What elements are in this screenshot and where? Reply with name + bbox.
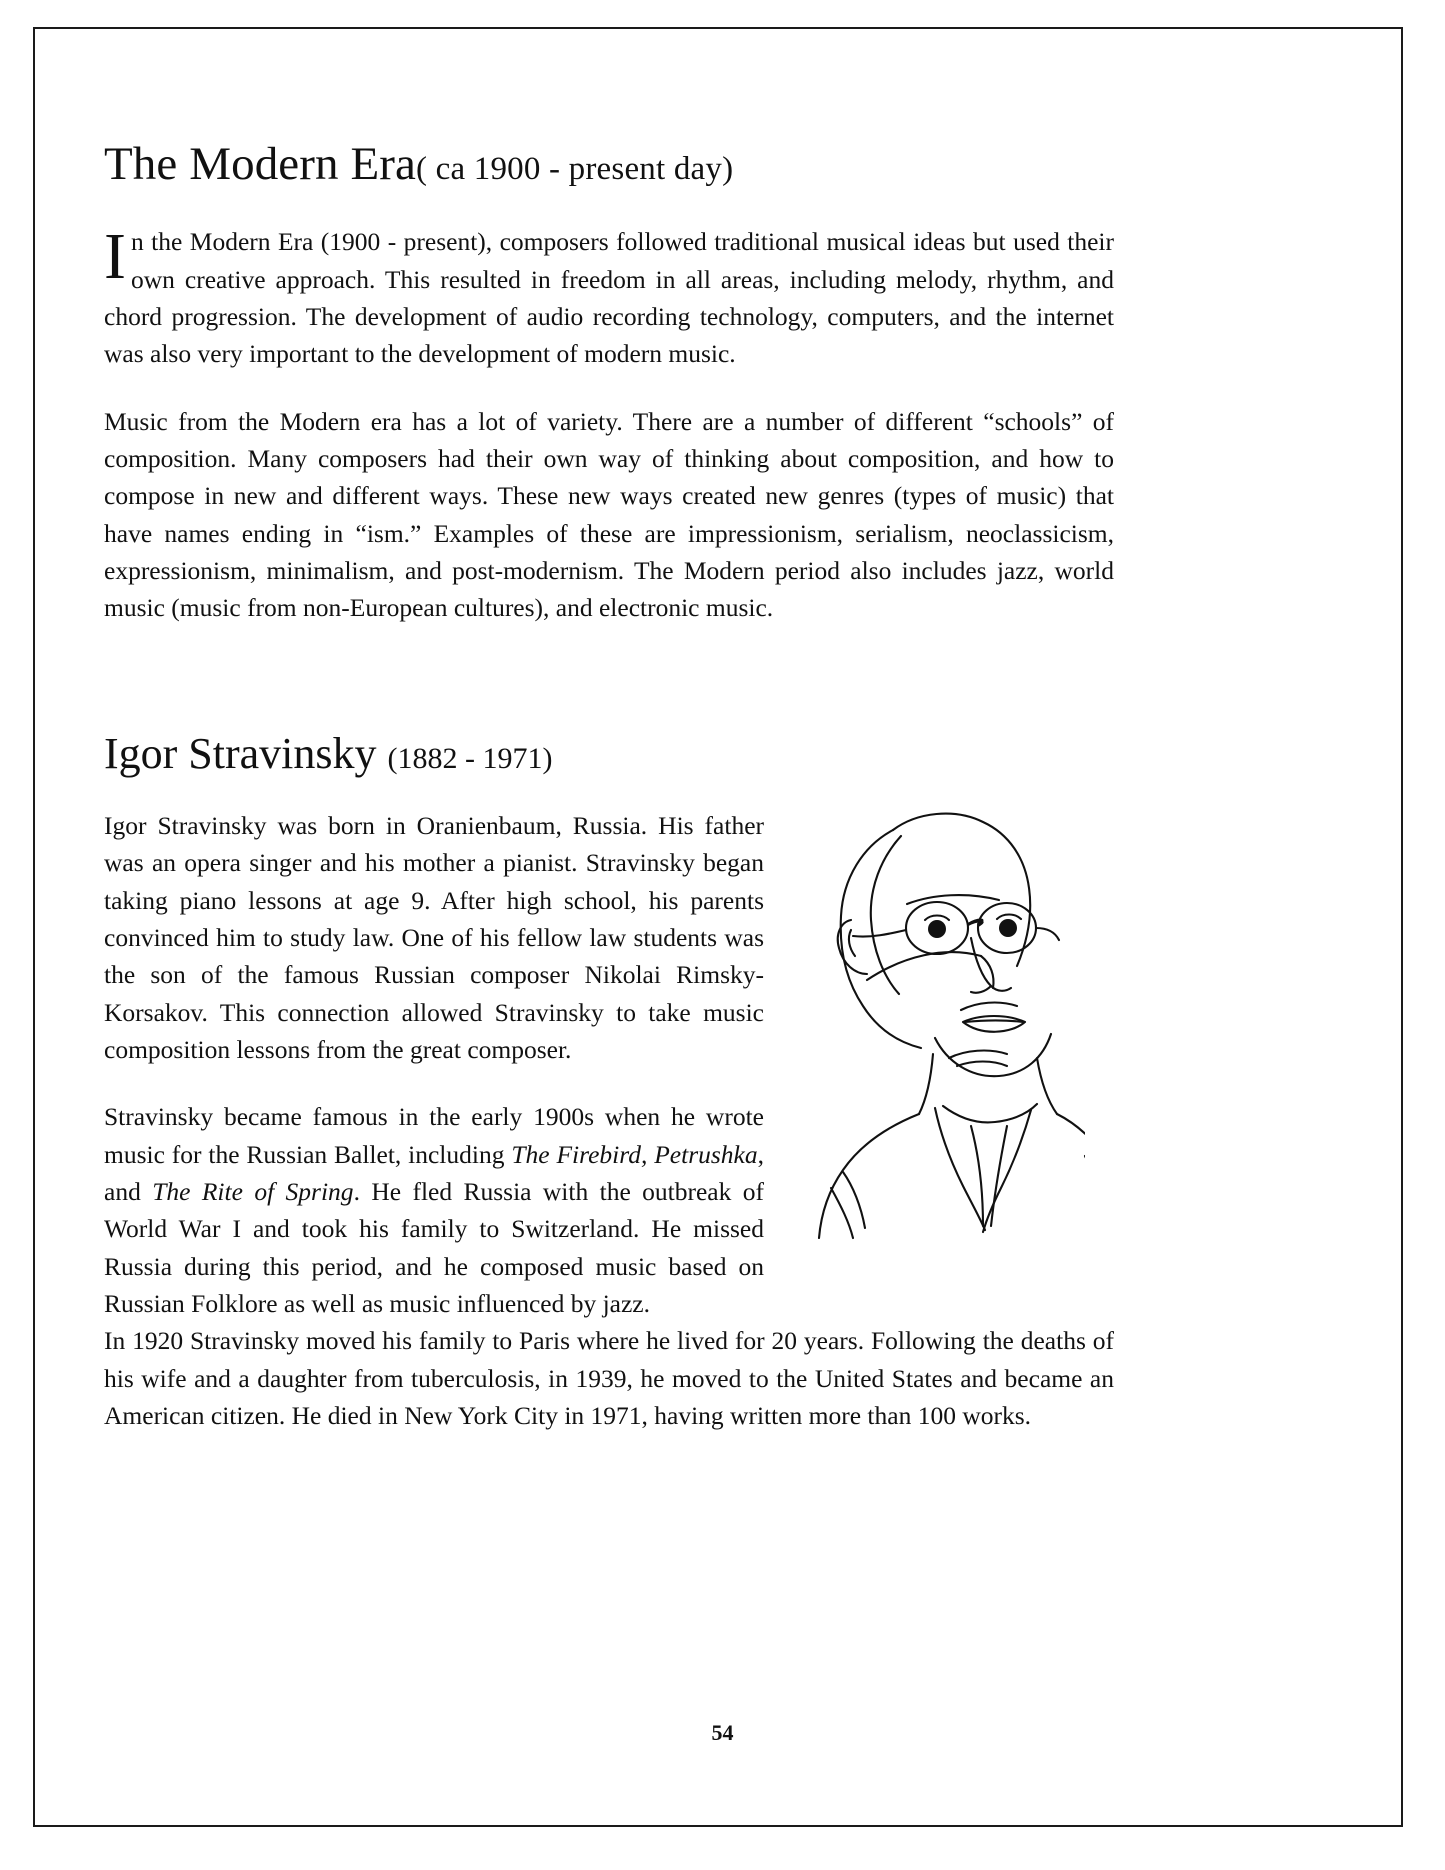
chapter-paragraph-1-text: n the Modern Era (1900 - present), composers followed traditional musical ideas but used their own creative approach. This resulted in freedom in all areas, including melody, rhythm, and chord progression. The development of audio recording technology, computers, and the internet was also very important to the development of modern music. [104, 227, 1114, 369]
chapter-title-main: The Modern Era [104, 138, 416, 190]
composer-paragraph-3: In 1920 Stravinsky moved his family to Paris where he lived for 20 years. Following the deaths of his wife and a daughter from tuberculosis, in 1939, he moved to the United States and became an American citizen. He died in New York City in 1971, having written more than 100 works. [104, 1326, 1114, 1431]
biography-column [104, 807, 764, 1322]
composer-paragraph-2-part1: Stravinsky became famous in the early 1900s when he wrote music for the Russian Ballet, including [104, 1102, 764, 1169]
composer-paragraph-2-part3: . He fled Russia with the outbreak of World War I and took his family to Switzerland. He missed Russia during this period, and he composed music based on Russian Folklore as well as music influenced by jazz. [104, 1177, 764, 1319]
composer-paragraph-2-part2: , and [104, 1139, 764, 1207]
chapter-paragraph-1 [104, 220, 1114, 372]
composer-name: Igor Stravinsky [104, 728, 377, 778]
section-spacer [104, 657, 1114, 731]
composer-paragraph-2 [104, 1098, 764, 1322]
chapter-title [104, 140, 1114, 189]
drop-cap: I [104, 220, 126, 294]
composer-dates: (1882 - 1971) [387, 741, 553, 775]
chapter-paragraph-2: Music from the Modern era has a lot of variety. There are a number of different “schools” of composition. Many composers had their own way of thinking about composition, and how to compose in new and different ways. These new ways created new genres (types of music) that have names ending in “ism.” Examples of these are impressionism, serialism, neoclassicism, expressionism, minimalism, and post-modernism. The Modern period also includes jazz, world music (music from non-European cultures), and electronic music. [104, 406, 1114, 623]
chapter-title-dates: ( ca 1900 - present day) [416, 151, 734, 187]
portrait-line-art [785, 770, 1085, 1240]
stravinsky-portrait-illustration [785, 770, 1085, 1240]
composer-paragraph-1: Igor Stravinsky was born in Oranienbaum, Russia. His father was an opera singer and his mother a pianist. Stravinsky began taking piano lessons at age 9. After high school, his parents convinced him to study law. One of his fellow law students was the son of the famous Russian composer Nikolai Rimsky-Korsakov. This connection allowed Stravinsky to take music composition lessons from the great composer. [104, 810, 764, 1065]
page-number: 54 [711, 1720, 734, 1745]
work-title-firebird-petrushka: The Firebird, Petrushka [511, 1139, 758, 1169]
work-title-rite-of-spring: The Rite of Spring [152, 1177, 354, 1207]
